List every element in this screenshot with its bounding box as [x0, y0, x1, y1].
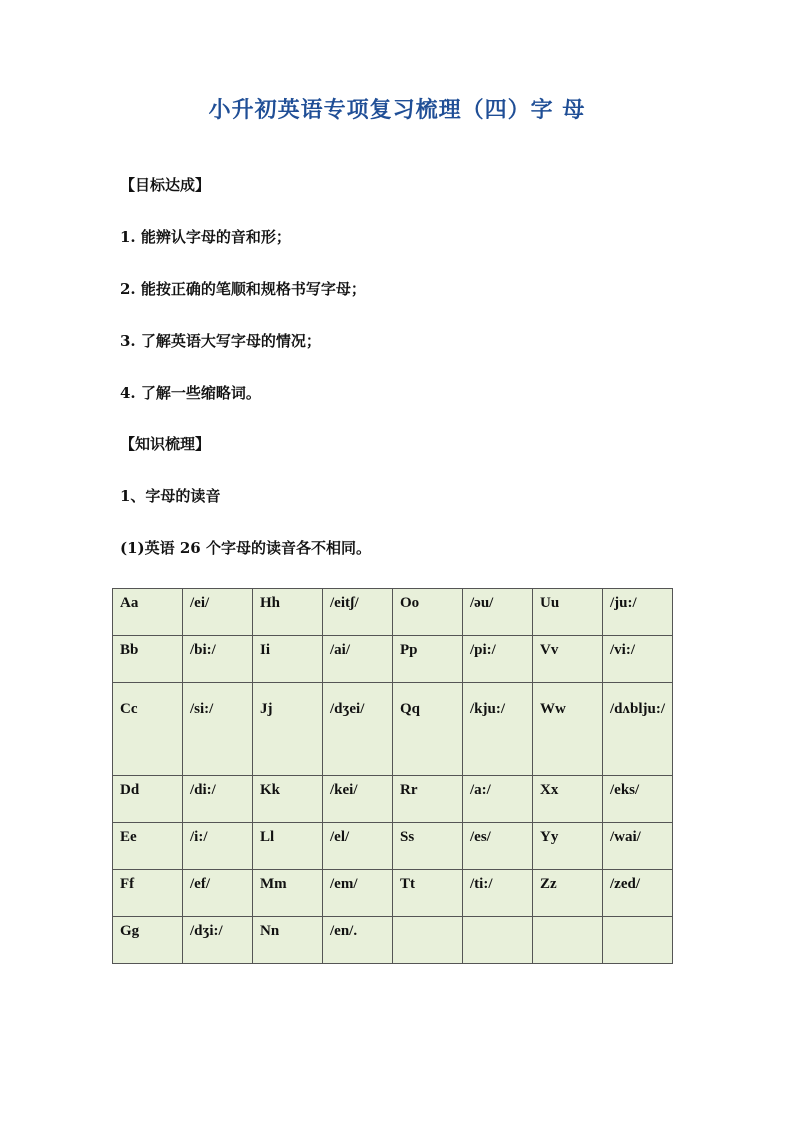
section-heading-goals: 【目标达成】 [120, 176, 211, 194]
table-row [113, 636, 673, 683]
table-row [113, 870, 673, 917]
phonetic-cell: /əu/ [463, 589, 533, 636]
phonetic-cell: /kei/ [323, 776, 393, 823]
table-cell-empty [533, 917, 603, 964]
letter-cell: Aa [113, 589, 183, 636]
letter-cell: Xx [533, 776, 603, 823]
letter-cell: Qq [393, 683, 463, 776]
section-heading-knowledge: 【知识梳理】 [120, 435, 211, 453]
phonetic-cell: /dʒi:/ [183, 917, 253, 964]
table-row [113, 683, 673, 776]
alphabet-table-body [113, 589, 673, 964]
goal-item-3: 3. 了解英语大写字母的情况； [120, 332, 321, 350]
table-row [113, 589, 673, 636]
alphabet-pronunciation-table [112, 588, 673, 964]
letter-cell: Ee [113, 823, 183, 870]
phonetic-cell: /ei/ [183, 589, 253, 636]
letter-cell: Tt [393, 870, 463, 917]
letter-cell: Oo [393, 589, 463, 636]
letter-cell: Bb [113, 636, 183, 683]
goal-item-4: 4. 了解一些缩略词。 [120, 384, 261, 402]
letter-cell: Ww [533, 683, 603, 776]
item-letter-sounds-intro: (1)英语 26 个字母的读音各不相同。 [120, 539, 371, 557]
phonetic-cell: /a:/ [463, 776, 533, 823]
letter-cell: Pp [393, 636, 463, 683]
table-row [113, 823, 673, 870]
phonetic-cell: /kju:/ [463, 683, 533, 776]
letter-cell: Nn [253, 917, 323, 964]
letter-cell: Dd [113, 776, 183, 823]
phonetic-cell: /pi:/ [463, 636, 533, 683]
phonetic-cell: /si:/ [183, 683, 253, 776]
phonetic-cell: /ti:/ [463, 870, 533, 917]
goal-item-2: 2. 能按正确的笔顺和规格书写字母； [120, 280, 366, 298]
phonetic-cell: /es/ [463, 823, 533, 870]
letter-cell: Uu [533, 589, 603, 636]
subsection-heading-letter-sounds: 1、字母的读音 [120, 487, 221, 505]
letter-cell: Gg [113, 917, 183, 964]
phonetic-cell: /di:/ [183, 776, 253, 823]
phonetic-cell: /wai/ [603, 823, 673, 870]
letter-cell: Yy [533, 823, 603, 870]
table-row [113, 917, 673, 964]
letter-cell: Ff [113, 870, 183, 917]
letter-cell: Cc [113, 683, 183, 776]
phonetic-cell: /ju:/ [603, 589, 673, 636]
goal-item-1: 1. 能辨认字母的音和形； [120, 228, 291, 246]
phonetic-cell: /ef/ [183, 870, 253, 917]
phonetic-cell: /dʌblju:/ [603, 683, 673, 776]
letter-cell: Vv [533, 636, 603, 683]
phonetic-cell: /i:/ [183, 823, 253, 870]
letter-cell: Zz [533, 870, 603, 917]
phonetic-cell: /bi:/ [183, 636, 253, 683]
letter-cell: Mm [253, 870, 323, 917]
letter-cell: Ss [393, 823, 463, 870]
phonetic-cell: /eitʃ/ [323, 589, 393, 636]
phonetic-cell: /dʒei/ [323, 683, 393, 776]
letter-cell: Kk [253, 776, 323, 823]
phonetic-cell: /em/ [323, 870, 393, 917]
phonetic-cell: /en/. [323, 917, 393, 964]
table-cell-empty [603, 917, 673, 964]
document-title: 小升初英语专项复习梳理（四）字 母 [208, 97, 586, 123]
letter-cell: Jj [253, 683, 323, 776]
phonetic-cell: /eks/ [603, 776, 673, 823]
phonetic-cell: /zed/ [603, 870, 673, 917]
table-row [113, 776, 673, 823]
phonetic-cell: /ai/ [323, 636, 393, 683]
table-cell-empty [463, 917, 533, 964]
phonetic-cell: /el/ [323, 823, 393, 870]
letter-cell: Rr [393, 776, 463, 823]
phonetic-cell: /vi:/ [603, 636, 673, 683]
letter-cell: Ll [253, 823, 323, 870]
letter-cell: Ii [253, 636, 323, 683]
table-cell-empty [393, 917, 463, 964]
letter-cell: Hh [253, 589, 323, 636]
